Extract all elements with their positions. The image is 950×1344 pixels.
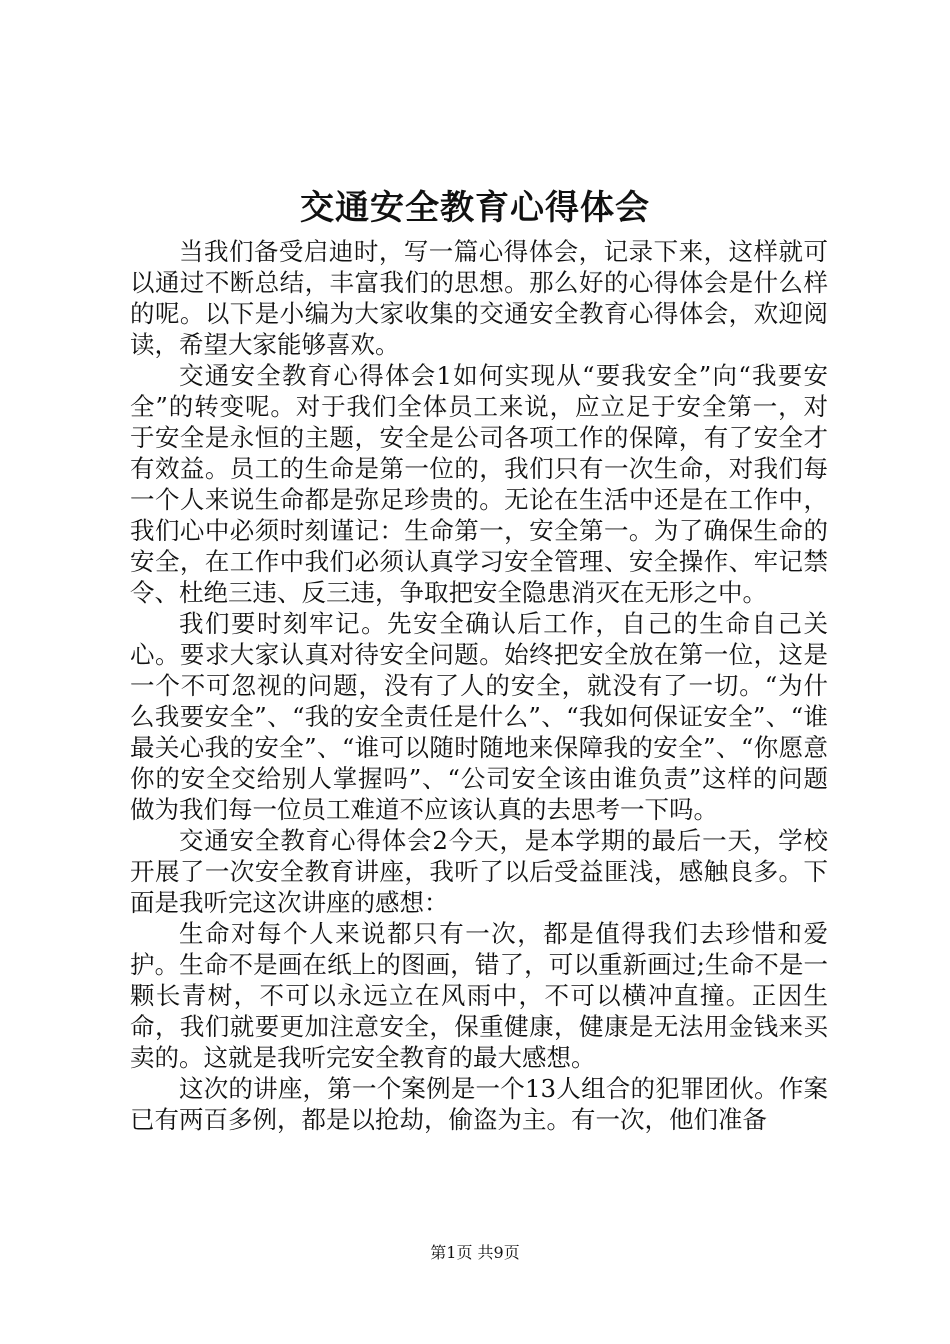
document-body bbox=[130, 236, 828, 1135]
document-title: 交通安全教育心得体会 bbox=[300, 188, 650, 228]
paragraph: 交通安全教育心得体会2今天，是本学期的最后一天，学校开展了一次安全教育讲座，我听了以后受益匪浅，感触良多。下面是我听完这次讲座的感想： bbox=[130, 826, 828, 917]
paragraph: 当我们备受启迪时，写一篇心得体会，记录下来，这样就可以通过不断总结，丰富我们的思想。那么好的心得体会是什么样的呢。以下是小编为大家收集的交通安全教育心得体会，欢迎阅读，希望大家能够喜欢。 bbox=[130, 237, 828, 359]
paragraph: 生命对每个人来说都只有一次，都是值得我们去珍惜和爱护。生命不是画在纸上的图画，错了，可以重新画过;生命不是一颗长青树，不可以永远立在风雨中，不可以横冲直撞。正因生命，我们就要更加注意安全，保重健康，健康是无法用金钱来买卖的。这就是我听完安全教育的最大感想。 bbox=[130, 919, 828, 1072]
page-number-footer: 第1页 共9页 bbox=[430, 1243, 520, 1262]
paragraph: 交通安全教育心得体会1如何实现从“要我安全”向“我要安全”的转变呢。对于我们全体员工来说，应立足于安全第一，对于安全是永恒的主题，安全是公司各项工作的保障，有了安全才有效益。员工的生命是第一位的，我们只有一次生命，对我们每一个人来说生命都是弥足珍贵的。无论在生活中还是在工作中，我们心中必须时刻谨记：生命第一，安全第一。为了确保生命的安全，在工作中我们必须认真学习安全管理、安全操作、牢记禁令、杜绝三违、反三违，争取把安全隐患消灭在无形之中。 bbox=[130, 361, 828, 607]
paragraph: 这次的讲座，第一个案例是一个13人组合的犯罪团伙。作案已有两百多例，都是以抢劫，偷盗为主。有一次，他们准备 bbox=[130, 1074, 828, 1134]
paragraph: 我们要时刻牢记。先安全确认后工作，自己的生命自己关心。要求大家认真对待安全问题。始终把安全放在第一位，这是一个不可忽视的问题，没有了人的安全，就没有了一切。“为什么我要安全”、“我的安全责任是什么”、“我如何保证安全”、“谁最关心我的安全”、“谁可以随时随地来保障我的安全”、“你愿意你的安全交给别人掌握吗”、“公司安全该由谁负责”这样的问题做为我们每一位员工难道不应该认真的去思考一下吗。 bbox=[130, 609, 828, 824]
